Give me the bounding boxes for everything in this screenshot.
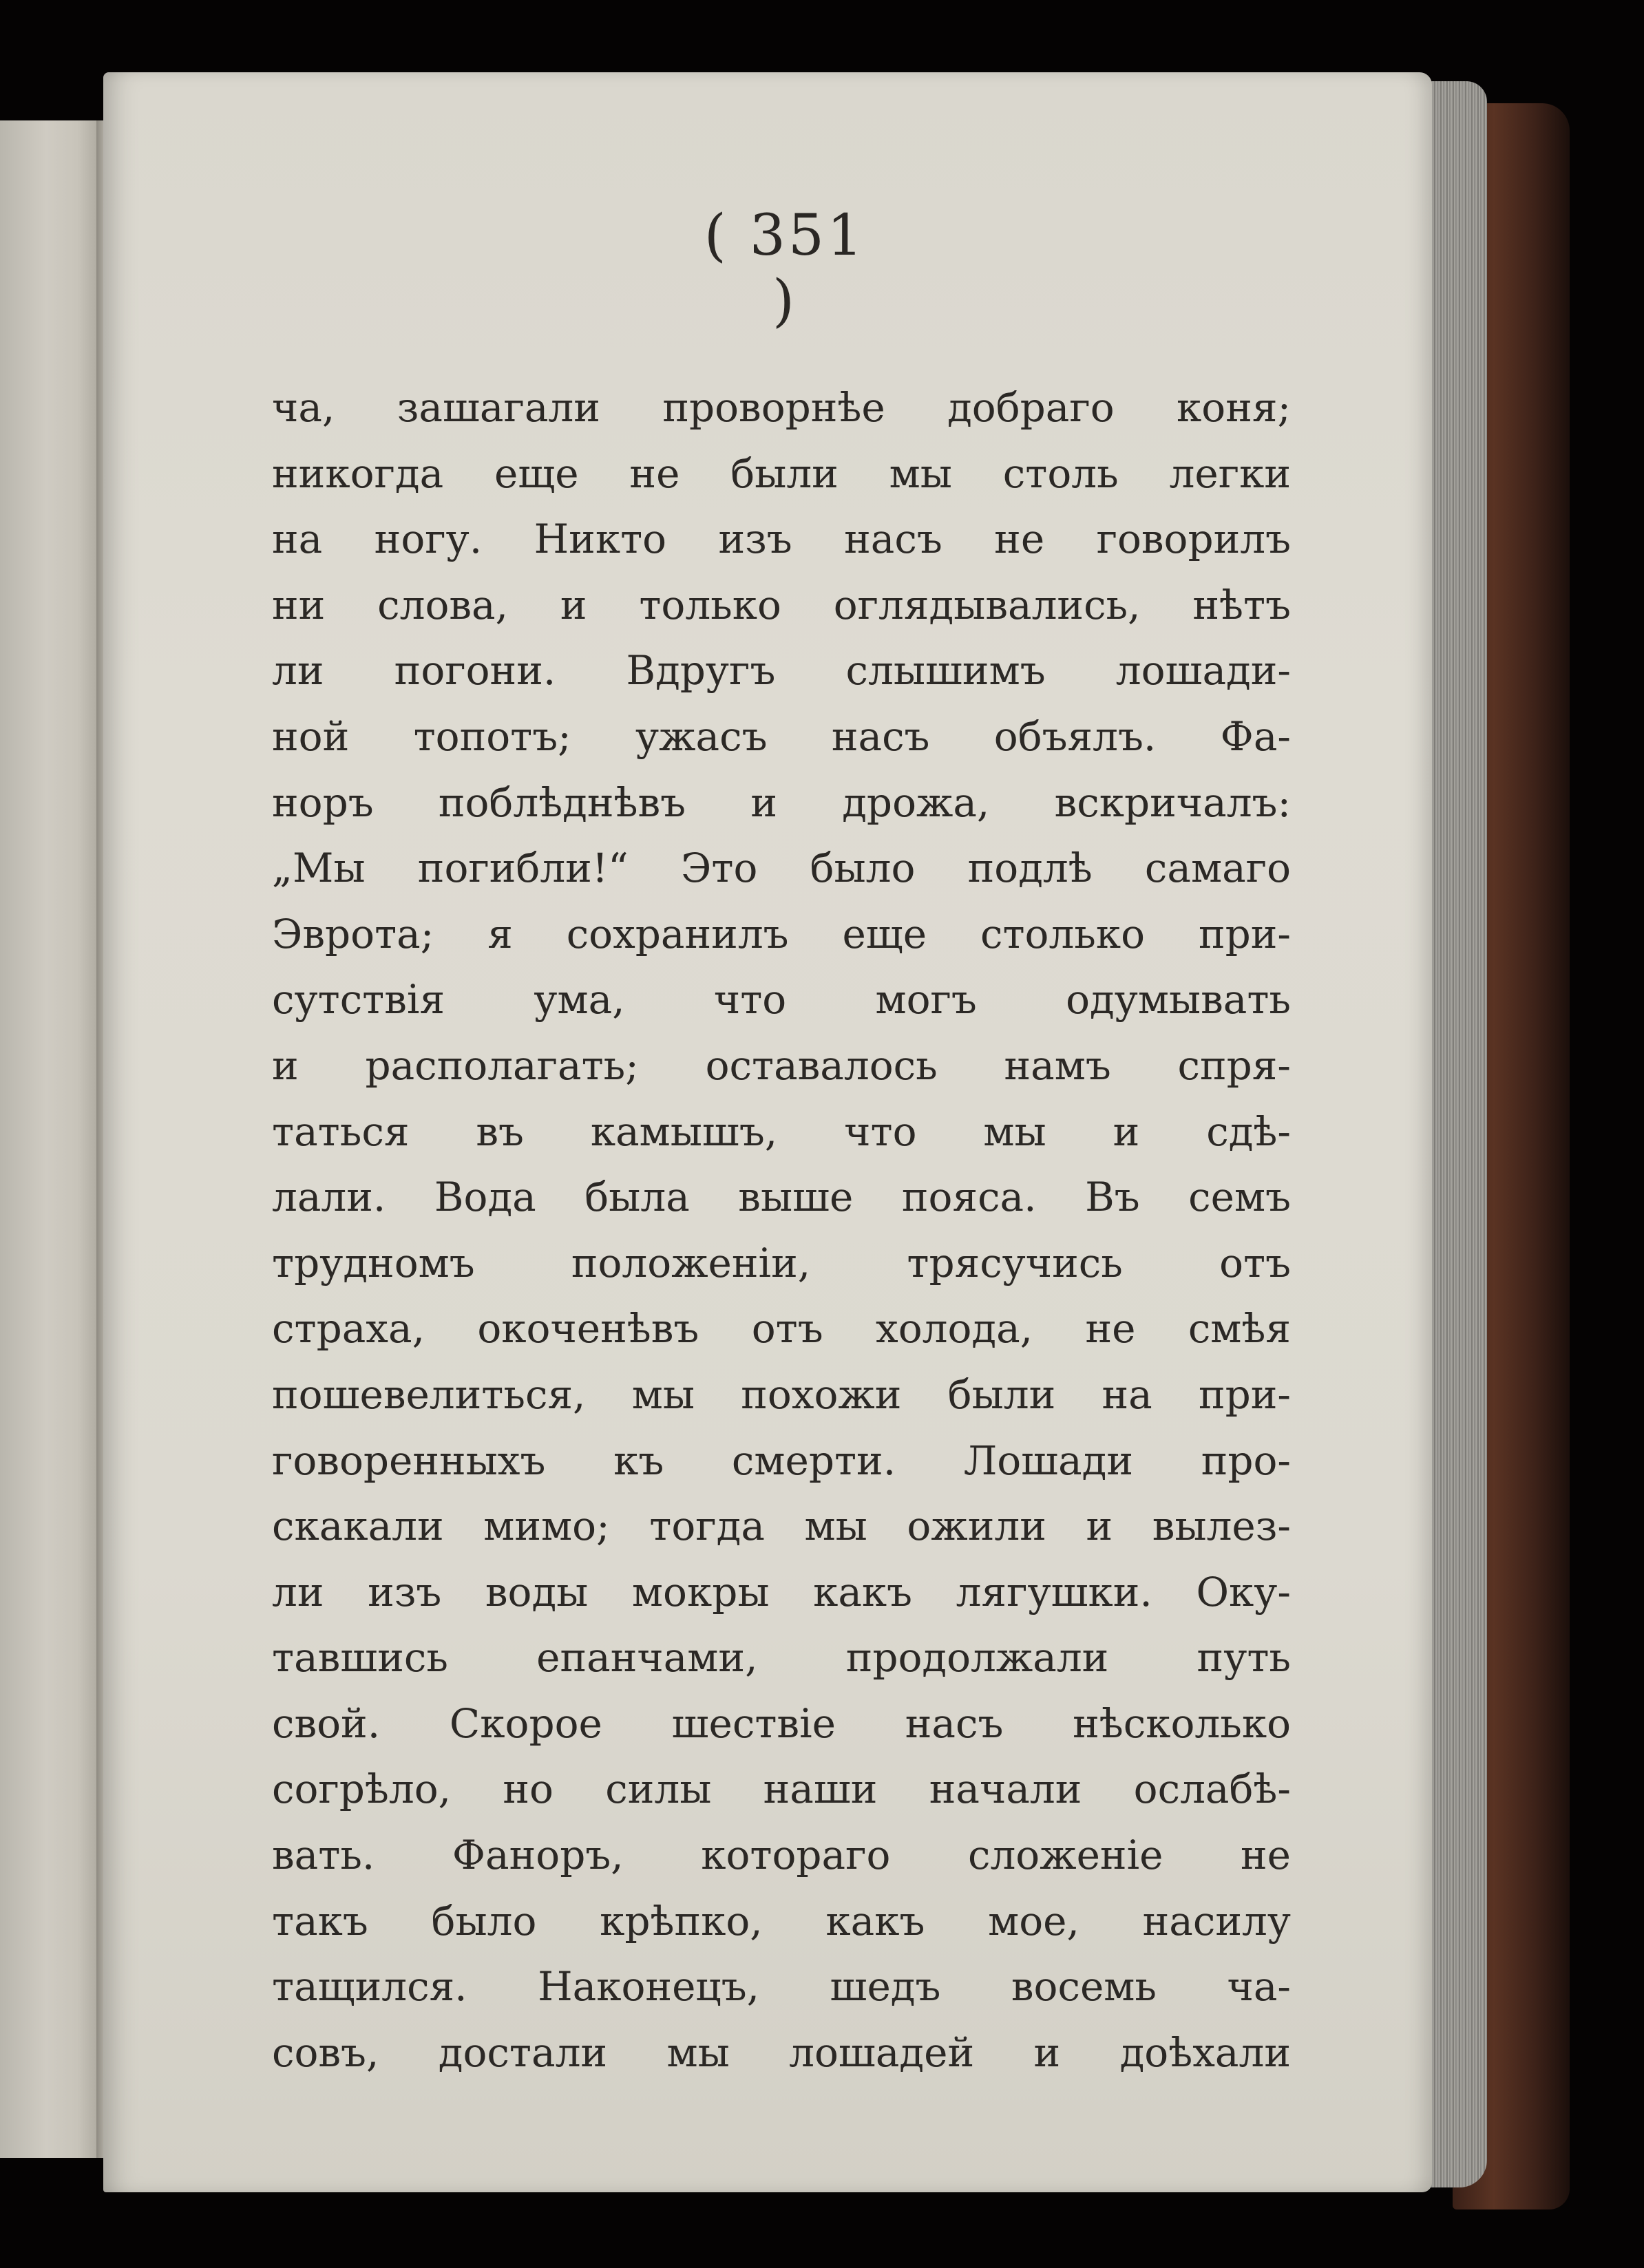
text-line: Эврота; я сохранилъ еще столько при- — [272, 910, 1291, 957]
text-line: совъ, достали мы лошадей и доѣхали — [272, 2028, 1291, 2076]
text-line: на ногу. Никто изъ насъ не говорилъ — [272, 516, 1291, 563]
page-text — [272, 375, 1291, 2086]
text-line: никогда еще не были мы столь легки — [272, 449, 1291, 497]
text-line: лали. Вода была выше пояса. Въ семъ — [272, 1174, 1291, 1221]
text-line: скакали мимо; тогда мы ожили и вылез- — [272, 1503, 1291, 1550]
text-line: норъ поблѣднѣвъ и дрожа, вскричалъ: — [272, 778, 1291, 826]
text-line: „Мы погибли!“ Это было подлѣ самаго — [272, 845, 1291, 892]
text-line: ни слова, и только оглядывались, нѣтъ — [272, 581, 1291, 628]
text-line: ной топотъ; ужасъ насъ объялъ. Фа- — [272, 712, 1291, 760]
text-line: ли изъ воды мокры какъ лягушки. Оку- — [272, 1568, 1291, 1615]
left-page-edge — [0, 120, 103, 2158]
text-line: трудномъ положеніи, трясучись отъ — [272, 1239, 1291, 1286]
text-line: таться въ камышъ, что мы и сдѣ- — [272, 1107, 1291, 1155]
text-line: ча, зашагали проворнѣе добраго коня; — [272, 384, 1291, 431]
text-line: страха, окоченѣвъ отъ холода, не смѣя — [272, 1305, 1291, 1353]
text-line: согрѣло, но силы наши начали ослабѣ- — [272, 1766, 1291, 1813]
text-line: ли погони. Вдругъ слышимъ лошади- — [272, 647, 1291, 695]
text-line: и располагать; оставалось намъ спря- — [272, 1041, 1291, 1089]
text-line: вать. Фаноръ, котораго сложеніе не — [272, 1832, 1291, 1879]
book-page — [103, 72, 1432, 2192]
text-line: сутствія ума, что могъ одумывать — [272, 976, 1291, 1024]
text-line: свой. Скорое шествіе насъ нѣсколько — [272, 1699, 1291, 1747]
text-line: тащился. Наконецъ, шедъ восемь ча- — [272, 1963, 1291, 2011]
page-number: ( 351 ) — [704, 203, 866, 334]
text-line: говоренныхъ къ смерти. Лошади про- — [272, 1437, 1291, 1484]
text-line: пошевелиться, мы похожи были на при- — [272, 1370, 1291, 1418]
text-line: тавшись епанчами, продолжали путь — [272, 1634, 1291, 1682]
text-line: такъ было крѣпко, какъ мое, насилу — [272, 1897, 1291, 1944]
